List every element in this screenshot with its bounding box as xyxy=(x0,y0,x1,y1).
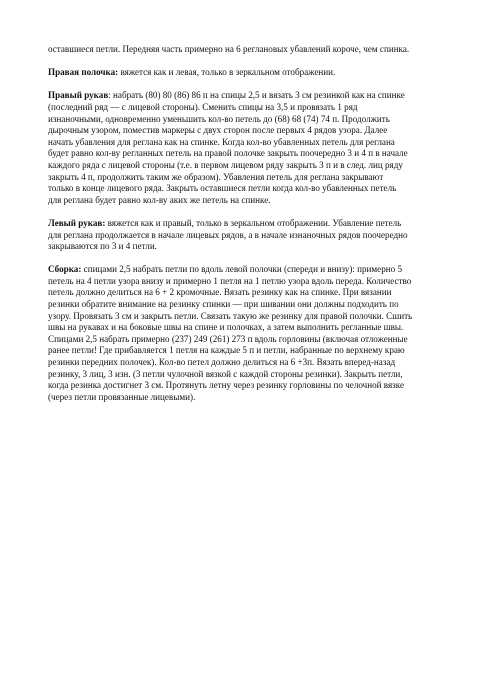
text-line: резинки обратите внимание на резинку спинки — при шивании они должны подходить по xyxy=(48,299,399,310)
left-sleeve-paragraph xyxy=(48,218,448,253)
left-sleeve-text: вяжется как и правый, только в зеркальном отображении. Убавление петель xyxy=(105,217,402,228)
text-line xyxy=(48,90,448,102)
right-front-paragraph xyxy=(48,67,448,79)
text-line: изнаночными, одновременно уменьшить кол-во петель до (68) 68 (74) 74 п. Продолжить xyxy=(48,113,390,124)
text-line: когда резинка достигнет 3 см. Протянуть летну через резинку горловины по челочной вязке xyxy=(48,380,404,391)
intro-paragraph xyxy=(48,44,448,56)
left-sleeve-heading: Левый рукав: xyxy=(48,217,106,228)
right-sleeve-paragraph xyxy=(48,90,448,206)
text-line: оставшиеся петли. Передняя часть примерно на 6 реглановых убавлений короче, чем спинка. xyxy=(48,44,410,54)
text-line: только в конце лицевого ряда. Закрыть оставшиеся петли когда кол-во убавленных петель xyxy=(48,183,397,194)
text-line: резинку, 3 лиц, 3 изн. (3 петли чулочной вязкой с каждой стороны резинки). Закрыть петли, xyxy=(48,368,403,379)
assembly-text: спицами 2,5 набрать петли по вдоль левой полочки (спереди и внизу): примерно 5 xyxy=(81,264,402,275)
text-line: будет равно кол-ву регланных петель на правой полочке закрыть поочередно 3 и 4 п в начале xyxy=(48,148,408,159)
text-line: закрываются по 3 и 4 петли. xyxy=(48,241,157,252)
text-line: узору. Провязать 3 см и закрыть петли. Связать такую же резинку для правой полочки. Сшить xyxy=(48,310,413,321)
text-line: для реглана будет равно кол-ву аких же петель на спинке. xyxy=(48,194,271,205)
text-line: дырочным узором, поместив маркеры с двух сторон после первых 4 рядов узора. Далее xyxy=(48,125,388,136)
text-line: петель должно делиться на 6 + 2 кромочные. Вязать резинку как на спинке. При вязании xyxy=(48,287,392,298)
text-line: (через петли провязанные лицевыми). xyxy=(48,391,196,402)
text-line: начать убавления для реглана как на спинке. Когда кол-во убавленных петель для реглана xyxy=(48,136,395,147)
text-line: швы на рукавах и на боковые швы на спине и полочках, а затем выполнить регланные швы. xyxy=(48,322,404,333)
text-line xyxy=(48,264,448,276)
right-front-heading: Правая полочка: xyxy=(48,67,119,78)
document-page xyxy=(48,44,448,415)
assembly-heading: Сборка: xyxy=(48,264,82,275)
text-line: петель на 4 петли узора внизу и примерно 1 петля на 1 петлю узора вдоль переда. Количество xyxy=(48,275,412,286)
text-line: резинки передних полочек). Кол-во петел должно делиться на 6 +3п. Вязать вперед-назад xyxy=(48,357,396,368)
right-sleeve-heading: Правый рукав xyxy=(48,90,109,101)
text-line xyxy=(48,218,448,230)
text-line: для реглана продолжается в начале лицевых рядов, а в начале изнаночных рядов поочередно xyxy=(48,229,408,240)
text-line: Спицами 2,5 набрать примерно (237) 249 (261) 273 п вдоль горловины (включая отложенные xyxy=(48,333,408,344)
right-front-text: вяжется как и левая, только в зеркальном отображении. xyxy=(118,67,336,78)
right-sleeve-text: : набрать (80) 80 (86) 86 п на спицы 2,5 и вязать 3 см резинкой как на спинке xyxy=(108,90,405,101)
text-line: каждого ряда с лицевой стороны (т.е. в первом лицевом ряду закрыть 3 п и в след. лиц ряду xyxy=(48,159,403,170)
text-line xyxy=(48,67,448,79)
text-line: (последний ряд — с лицевой стороны). Сменить спицы на 3,5 и провязать 1 ряд xyxy=(48,101,358,112)
text-line: ранее петли! Где прибавляется 1 петля на каждые 5 п и петли, набранные по верхнему краю xyxy=(48,345,405,356)
text-line: закрыть 4 п, продолжить таким же образом). Убавления петель для реглана закрывают xyxy=(48,171,384,182)
assembly-paragraph xyxy=(48,264,448,403)
